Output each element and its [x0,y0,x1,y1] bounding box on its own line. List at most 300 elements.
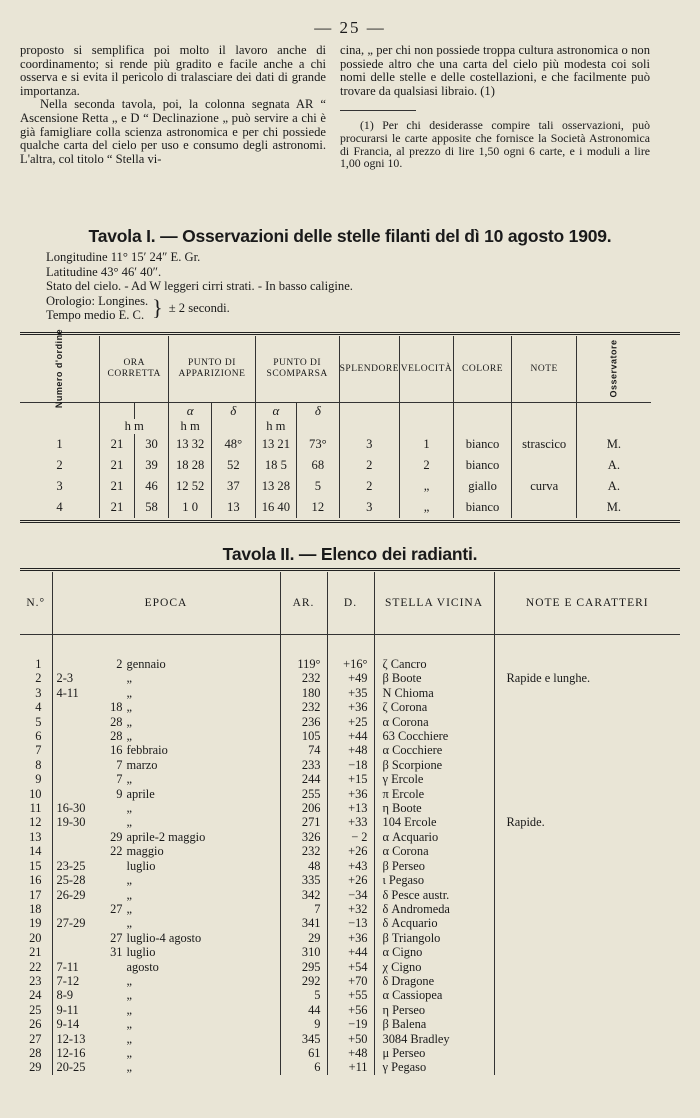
notes [494,729,680,743]
declination: − 2 [327,830,374,844]
declination: +16° [327,657,374,671]
notes [494,960,680,974]
appearance-dec: 52 [211,455,255,476]
epoch-day: 27 [110,901,123,916]
notes [494,743,680,757]
epoch [52,916,280,930]
right-ascension: 29 [280,931,327,945]
notes [494,830,680,844]
epoch-day: 2 [116,657,123,671]
nearby-star: β Boote [374,671,494,685]
epoch [52,1003,280,1017]
header-note: NOTE [512,336,577,403]
speed: 1 [400,434,454,455]
table-row [20,686,680,700]
row-number: 20 [29,930,42,945]
notes [494,715,680,729]
declination: +11 [327,1060,374,1074]
nearby-star: 63 Cocchiere [374,729,494,743]
right-ascension: 326 [280,830,327,844]
epoch [52,729,280,743]
epoch [52,888,280,902]
nearby-star: ι Pegaso [374,873,494,887]
disappearance-dec: 73° [297,434,340,455]
row-number: 16 [29,873,42,888]
declination: −34 [327,888,374,902]
observer: M. [577,497,651,518]
declination: +56 [327,1003,374,1017]
epoch [52,830,280,844]
table-row [20,815,680,829]
nearby-star: ζ Cancro [374,657,494,671]
declination: +49 [327,671,374,685]
nearby-star: β Balena [374,1017,494,1031]
table-row [20,700,680,714]
hm-label: h m [169,419,212,434]
epoch-month: „ [126,714,132,729]
longitude: Longitudine 11° 15′ 24″ E. Gr. [46,250,201,264]
header-note: NOTE E CARATTERI [494,572,680,635]
epoch [52,1017,280,1031]
right-ascension: 44 [280,1003,327,1017]
notes [494,1003,680,1017]
notes [494,1060,680,1074]
epoch-month: „ [126,801,132,816]
notes [494,931,680,945]
appearance-ra: 1 0 [169,497,212,518]
row-number: 21 [29,945,42,960]
table-row [20,787,680,801]
header-ar: AR. [280,572,327,635]
epoch-range: 27-29 [56,916,86,931]
delta-label: δ [297,403,340,420]
table-row [20,729,680,743]
color: giallo [453,476,511,497]
disappearance-ra: 18 5 [255,455,296,476]
epoch [52,815,280,829]
table2-top-rule [20,568,680,569]
nearby-star: μ Perseo [374,1046,494,1060]
footnote: (1) Per chi desiderasse compire tali osservazioni, può procurarsi le carte apposite che fornisce la Società Astronomica di Francia, al prezzo di lire 1,50 ogni 6 carte, e i moduli a lire 1,00 ogni 10. [340,118,650,171]
epoch-month: agosto [126,959,159,974]
epoch-month: „ [126,1002,132,1017]
epoch [52,873,280,887]
nearby-star: ζ Corona [374,700,494,714]
table1-bottom-rule [20,520,680,521]
table-row [20,758,680,772]
epoch [52,743,280,757]
table-row [20,772,680,786]
row-number: 23 [29,973,42,988]
table-row [20,1017,680,1031]
nearby-star: δ Dragone [374,974,494,988]
footnote-divider [340,110,416,111]
epoch-month: febbraio [126,743,168,758]
header-epoca: EPOCA [52,572,280,635]
minute: 39 [134,455,169,476]
table-row [20,476,680,497]
minute: 46 [134,476,169,497]
epoch-day: 28 [110,729,123,744]
epoch-month: „ [126,1045,132,1060]
epoch-day: 7 [116,757,123,772]
hm-label: h m [100,419,169,434]
brightness: 3 [339,434,399,455]
epoch-range: 26-29 [56,887,86,902]
epoch [52,686,280,700]
row-number: 27 [29,1031,42,1046]
row-number: 1 [56,437,63,451]
row-number: 11 [29,801,42,816]
nearby-star: γ Ercole [374,772,494,786]
appearance-ra: 12 52 [169,476,212,497]
epoch-range: 4-11 [56,685,79,700]
row-number: 10 [29,786,42,801]
color: bianco [453,497,511,518]
declination: +32 [327,902,374,916]
epoch [52,700,280,714]
epoch-month: marzo [126,757,158,772]
right-ascension: 341 [280,916,327,930]
table-header-row [20,572,680,635]
right-column [340,44,650,170]
disappearance-dec: 5 [297,476,340,497]
row-number: 4 [56,500,63,514]
header-numero: Numero d'ordine [54,328,65,409]
row-number: 22 [29,959,42,974]
row-number: 7 [35,743,42,758]
appearance-dec: 13 [211,497,255,518]
declination: +13 [327,801,374,815]
row-number: 2 [35,671,42,686]
nearby-star: π Ercole [374,787,494,801]
paragraph: cina, „ per chi non possiede troppa cultura astronomica o non possiede altro che una carta del cielo più modesta coi soli nomi delle stelle e delle costellazioni, e che facilmente può trovare da qualsiasi libraio. (1) [340,43,650,98]
row-number: 12 [29,815,42,830]
header-splendore: SPLENDORE [339,336,399,403]
radiants-table [20,572,680,1075]
row-number: 17 [29,887,42,902]
table-row [20,888,680,902]
table-row [20,916,680,930]
table-row [20,902,680,916]
nearby-star: χ Cigno [374,960,494,974]
header-osservatore: Osservatore [608,339,619,398]
notes [494,988,680,1002]
nearby-star: 3084 Bradley [374,1032,494,1046]
appearance-dec: 37 [211,476,255,497]
right-ascension: 7 [280,902,327,916]
declination: +26 [327,873,374,887]
table1-title: Tavola I. — Osservazioni delle stelle filanti del dì 10 agosto 1909. [88,226,612,246]
declination: +26 [327,844,374,858]
appearance-ra: 13 32 [169,434,212,455]
table-row [20,1003,680,1017]
right-ascension: 206 [280,801,327,815]
brace-icon: } [152,295,163,320]
epoch-day: 27 [110,930,123,945]
alpha-label: α [255,403,296,420]
table-row [20,657,680,671]
right-ascension: 232 [280,671,327,685]
epoch [52,859,280,873]
hm-label: h m [255,419,296,434]
epoch-range: 12-16 [56,1045,86,1060]
notes [494,859,680,873]
right-ascension: 244 [280,772,327,786]
table-subheader-row [20,403,680,420]
right-ascension: 342 [280,888,327,902]
notes [494,888,680,902]
minute: 30 [134,434,169,455]
header-n: N.° [20,572,52,635]
speed: „ [400,497,454,518]
table-row [20,801,680,815]
epoch-range: 20-25 [56,1060,86,1075]
epoch [52,758,280,772]
table-row [20,859,680,873]
epoch-month: „ [126,815,132,830]
nearby-star: β Perseo [374,859,494,873]
epoch [52,1060,280,1074]
epoch-day: 31 [110,945,123,960]
epoch-month: „ [126,873,132,888]
epoch-month: „ [126,1017,132,1032]
table-row [20,1046,680,1060]
epoch-month: „ [126,973,132,988]
nearby-star: δ Andromeda [374,902,494,916]
row-number: 3 [56,479,63,493]
left-column [20,44,326,166]
nearby-star: η Perseo [374,1003,494,1017]
brightness: 2 [339,455,399,476]
right-ascension: 335 [280,873,327,887]
row-number: 4 [35,700,42,715]
notes: Rapide. [494,815,680,829]
declination: −18 [327,758,374,772]
epoch [52,671,280,685]
header-d: D. [327,572,374,635]
epoch-month: „ [126,685,132,700]
epoch-day: 28 [110,714,123,729]
epoch [52,974,280,988]
table2-title: Tavola II. — Elenco dei radianti. [222,544,478,564]
row-number: 1 [35,657,42,671]
notes [494,657,680,671]
epoch-month: luglio-4 agosto [126,930,202,945]
row-number: 14 [29,844,42,859]
header-apparizione: PUNTO DI APPARIZIONE [169,336,255,403]
notes [494,686,680,700]
speed: 2 [400,455,454,476]
notes [494,1046,680,1060]
right-ascension: 271 [280,815,327,829]
disappearance-dec: 12 [297,497,340,518]
declination: +35 [327,686,374,700]
epoch-day: 18 [110,700,123,715]
notes [494,758,680,772]
row-number: 8 [35,757,42,772]
notes [494,945,680,959]
right-ascension: 48 [280,859,327,873]
table-row [20,960,680,974]
epoch-month: „ [126,1060,132,1075]
table-row [20,434,680,455]
epoch [52,787,280,801]
notes [494,1017,680,1031]
epoch-day: 22 [110,844,123,859]
epoch [52,1032,280,1046]
right-ascension: 6 [280,1060,327,1074]
epoch-month: maggio [126,844,164,859]
sky-state: Stato del cielo. - Ad W leggeri cirri strati. - In basso caligine. [46,279,353,293]
epoch-range: 2-3 [56,671,74,686]
row-number: 24 [29,988,42,1003]
epoch [52,844,280,858]
declination: +36 [327,931,374,945]
minute: 58 [134,497,169,518]
nearby-star: γ Pegaso [374,1060,494,1074]
page-number: — 25 — [314,18,386,37]
epoch-range: 9-11 [56,1002,79,1017]
header-stella: STELLA VICINA [374,572,494,635]
delta-label: δ [211,403,255,420]
declination: −13 [327,916,374,930]
epoch-range: 7-12 [56,973,80,988]
epoch [52,902,280,916]
epoch-range: 23-25 [56,858,86,873]
nearby-star: 104 Ercole [374,815,494,829]
observations-table [20,328,680,518]
table2-top-rule [20,570,680,571]
declination: +70 [327,974,374,988]
table-row [20,931,680,945]
epoch [52,715,280,729]
right-ascension: 292 [280,974,327,988]
declination: +36 [327,700,374,714]
note: curva [512,476,577,497]
row-number: 2 [56,458,63,472]
nearby-star: α Corona [374,715,494,729]
epoch-month: „ [126,887,132,902]
declination: +48 [327,743,374,757]
header-ora: ORA CORRETTA [100,336,169,403]
declination: +55 [327,988,374,1002]
paragraph: Nella seconda tavola, poi, la colonna segnata AR “ Ascensione Retta „ e D “ Declinazione „ può servire a chi è già famigliare colla scienza astronomica e per chi possiede qualche carta del cielo per uso e consumo degli astronomi. L'altra, col titolo “ Stella vi- [20,97,326,166]
epoch-day: 9 [116,786,123,801]
epoch [52,657,280,671]
notes [494,902,680,916]
epoch-month: luglio [126,945,156,960]
epoch-range: 12-13 [56,1031,86,1046]
epoch-month: „ [126,988,132,1003]
right-ascension: 295 [280,960,327,974]
epoch-month: aprile-2 maggio [126,829,206,844]
note [512,455,577,476]
notes [494,700,680,714]
row-number: 25 [29,1002,42,1017]
declination: +36 [327,787,374,801]
hour: 21 [100,497,135,518]
table-row [20,988,680,1002]
note: strascico [512,434,577,455]
right-ascension: 74 [280,743,327,757]
declination: +44 [327,729,374,743]
table-header-row [20,336,680,403]
declination: +33 [327,815,374,829]
row-number: 19 [29,916,42,931]
nearby-star: α Cigno [374,945,494,959]
color: bianco [453,455,511,476]
notes [494,844,680,858]
notes [494,873,680,887]
nearby-star: β Scorpione [374,758,494,772]
epoch-day: 16 [110,743,123,758]
table-row [20,671,680,685]
brightness: 3 [339,497,399,518]
nearby-star: α Corona [374,844,494,858]
right-ascension: 345 [280,1032,327,1046]
observer: M. [577,434,651,455]
declination: −19 [327,1017,374,1031]
header-colore: COLORE [453,336,511,403]
notes [494,916,680,930]
note [512,497,577,518]
declination: +15 [327,772,374,786]
right-ascension: 255 [280,787,327,801]
epoch-range: 9-14 [56,1017,80,1032]
epoch-month: „ [126,729,132,744]
nearby-star: δ Pesce austr. [374,888,494,902]
epoch-month: „ [126,901,132,916]
nearby-star: β Triangolo [374,931,494,945]
header-velocita: VELOCITÀ [400,336,454,403]
table-row [20,455,680,476]
table-unit-row [20,419,680,434]
table1-bottom-rule [20,522,680,523]
notes: Rapide e lunghe. [494,671,680,685]
table-row [20,830,680,844]
declination: +44 [327,945,374,959]
nearby-star: δ Acquario [374,916,494,930]
appearance-dec: 48° [211,434,255,455]
declination: +48 [327,1046,374,1060]
epoch-month: „ [126,916,132,931]
epoch-day: 29 [110,829,123,844]
row-number: 5 [35,714,42,729]
declination: +43 [327,859,374,873]
observer: A. [577,455,651,476]
epoch [52,960,280,974]
table1-top-rule [20,334,680,335]
nearby-star: α Cassiopea [374,988,494,1002]
right-ascension: 105 [280,729,327,743]
table-row [20,1032,680,1046]
epoch-range: 8-9 [56,988,74,1003]
declination: +25 [327,715,374,729]
right-ascension: 61 [280,1046,327,1060]
hour: 21 [100,455,135,476]
table-row [20,844,680,858]
table-row [20,497,680,518]
disappearance-ra: 16 40 [255,497,296,518]
notes [494,772,680,786]
right-ascension: 233 [280,758,327,772]
notes [494,787,680,801]
epoch-range: 7-11 [56,959,79,974]
row-number: 29 [29,1060,42,1075]
right-ascension: 119° [280,657,327,671]
time-correction: ± 2 secondi. [168,300,230,315]
